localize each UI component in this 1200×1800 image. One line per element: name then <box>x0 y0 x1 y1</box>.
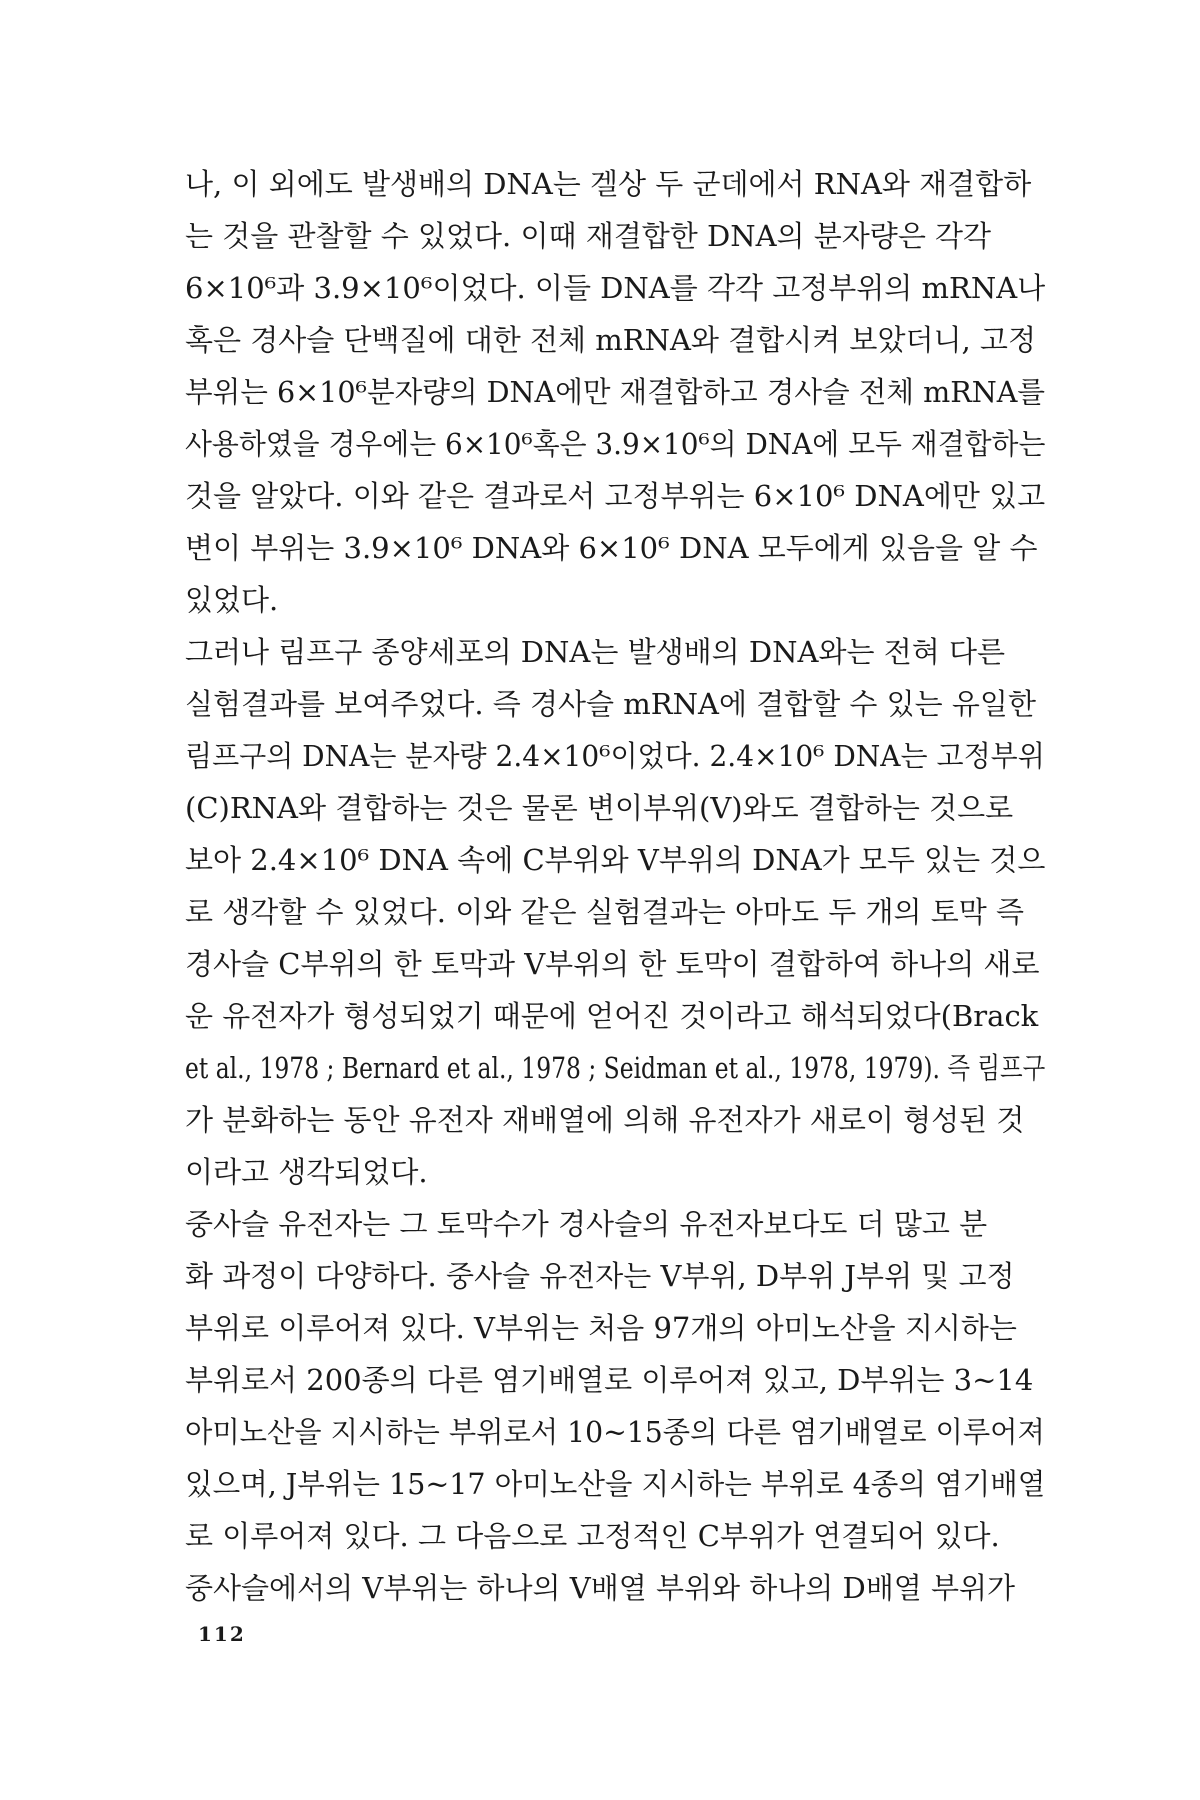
text-line: 가 분화하는 동안 유전자 재배열에 의해 유전자가 새로이 형성된 것 <box>185 1103 1025 1137</box>
text-line: 부위로 이루어져 있다. V부위는 처음 97개의 아미노산을 지시하는 <box>185 1311 1017 1345</box>
text-line: 있으며, J부위는 15~17 아미노산을 지시하는 부위로 4종의 염기배열 <box>185 1467 1046 1501</box>
text-line: 것을 알았다. 이와 같은 결과로서 고정부위는 6×10⁶ DNA에만 있고 <box>185 479 1046 513</box>
text-line: 중사슬에서의 V부위는 하나의 V배열 부위와 하나의 D배열 부위가 <box>185 1571 1016 1605</box>
text-line: 로 생각할 수 있었다. 이와 같은 실험결과는 아마도 두 개의 토막 즉 <box>185 895 1024 929</box>
text-line: (C)RNA와 결합하는 것은 물론 변이부위(V)와도 결합하는 것으로 <box>185 791 1014 825</box>
text-line: 있었다. <box>185 583 279 617</box>
text-line: 사용하였을 경우에는 6×10⁶혹은 3.9×10⁶의 DNA에 모두 재결합하는 <box>185 427 1046 461</box>
text-line: 변이 부위는 3.9×10⁶ DNA와 6×10⁶ DNA 모두에게 있음을 알 수 <box>185 531 1038 565</box>
text-line: 실험결과를 보여주었다. 즉 경사슬 mRNA에 결합할 수 있는 유일한 <box>185 687 1036 721</box>
page-number: 112 <box>198 1622 246 1646</box>
text-line: 경사슬 C부위의 한 토막과 V부위의 한 토막이 결합하여 하나의 새로 <box>185 947 1040 981</box>
text-line: 중사슬 유전자는 그 토막수가 경사슬의 유전자보다도 더 많고 분 <box>185 1207 988 1241</box>
text-line: 아미노산을 지시하는 부위로서 10~15종의 다른 염기배열로 이루어져 <box>185 1415 1045 1449</box>
text-line: 이라고 생각되었다. <box>185 1155 428 1189</box>
text-line: 나, 이 외에도 발생배의 DNA는 겔상 두 군데에서 RNA와 재결합하 <box>185 167 1032 201</box>
text-line: 는 것을 관찰할 수 있었다. 이때 재결합한 DNA의 분자량은 각각 <box>185 219 992 253</box>
text-line: 화 과정이 다양하다. 중사슬 유전자는 V부위, D부위 J부위 및 고정 <box>185 1259 1015 1293</box>
text-line: 림프구의 DNA는 분자량 2.4×10⁶이었다. 2.4×10⁶ DNA는 고정부위 <box>185 739 1045 773</box>
text-line: 로 이루어져 있다. 그 다음으로 고정적인 C부위가 연결되어 있다. <box>185 1519 1000 1553</box>
body-text <box>185 158 1045 1614</box>
text-line: 혹은 경사슬 단백질에 대한 전체 mRNA와 결합시켜 보았더니, 고정 <box>185 323 1036 357</box>
text-line: et al., 1978 ; Bernard et al., 1978 ; Seidman et al., 1978, 1979). 즉 림프구 <box>185 1051 1046 1085</box>
text-line: 부위로서 200종의 다른 염기배열로 이루어져 있고, D부위는 3~14 <box>185 1363 1034 1397</box>
text-line: 운 유전자가 형성되었기 때문에 얻어진 것이라고 해석되었다(Brack <box>185 999 1039 1033</box>
text-line: 6×10⁶과 3.9×10⁶이었다. 이들 DNA를 각각 고정부위의 mRNA나 <box>185 271 1046 305</box>
text-line: 부위는 6×10⁶분자량의 DNA에만 재결합하고 경사슬 전체 mRNA를 <box>185 375 1046 409</box>
text-line: 그러나 림프구 종양세포의 DNA는 발생배의 DNA와는 전혀 다른 <box>185 635 1005 669</box>
text-line: 보아 2.4×10⁶ DNA 속에 C부위와 V부위의 DNA가 모두 있는 것으 <box>185 843 1046 877</box>
